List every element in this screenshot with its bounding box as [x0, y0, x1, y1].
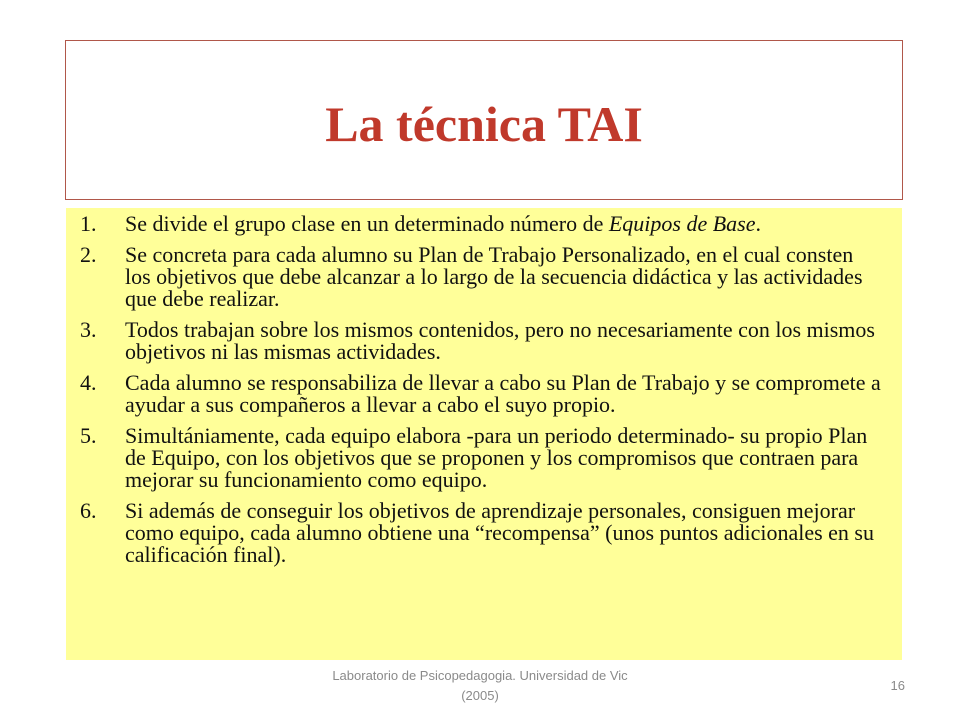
footer-text: Laboratorio de Psicopedagogia. Universidad de Vic (2005): [332, 668, 628, 703]
text-run: Cada alumno se responsabiliza de llevar a cabo su Plan de Trabajo y se compromete a ayudar a sus compañeros a llevar a cabo el suyo propio.: [125, 370, 881, 417]
list-item: [80, 244, 882, 310]
list-item: [80, 319, 882, 363]
numbered-list: [80, 213, 882, 566]
list-item-number: 5.: [80, 423, 97, 448]
page-number: 16: [890, 678, 905, 693]
slide-title: La técnica TAI: [325, 96, 643, 152]
text-run: Si además de conseguir los objetivos de aprendizaje personales, consiguen mejorar como equipo, cada alumno obtiene una “recompensa” (unos puntos adicionales en su calificación final).: [125, 498, 874, 567]
list-item-number: 4.: [80, 370, 97, 395]
list-item-text: [125, 319, 882, 363]
list-item-text: [125, 500, 882, 566]
list-item: [80, 372, 882, 416]
emphasis-text: Equipos de Base: [608, 211, 756, 236]
list-item: [80, 213, 882, 235]
title-box: [65, 40, 903, 200]
content-box: [66, 208, 902, 660]
text-run: .: [755, 211, 762, 236]
list-item: [80, 425, 882, 491]
list-item-text: [125, 213, 882, 235]
text-run: Se concreta para cada alumno su Plan de Trabajo Personalizado, en el cual consten los objetivos que debe alcanzar a lo largo de la secuencia didáctica y las actividades que debe realizar.: [125, 242, 863, 311]
list-item-text: [125, 244, 882, 310]
text-run: Simultániamente, cada equipo elabora -para un periodo determinado- su propio Plan de Equipo, con los objetivos que se proponen y los compromisos que contraen para mejorar su funcionamiento como equipo.: [125, 423, 868, 492]
list-item-text: [125, 425, 882, 491]
list-item: [80, 500, 882, 566]
list-item-number: 1.: [80, 211, 97, 236]
list-item-number: 3.: [80, 317, 97, 342]
list-item-number: 2.: [80, 242, 97, 267]
text-run: Todos trabajan sobre los mismos contenidos, pero no necesariamente con los mismos objetivos ni las mismas actividades.: [125, 317, 875, 364]
list-item-number: 6.: [80, 498, 97, 523]
text-run: Se divide el grupo clase en un determinado número de: [125, 211, 609, 236]
list-item-text: [125, 372, 882, 416]
